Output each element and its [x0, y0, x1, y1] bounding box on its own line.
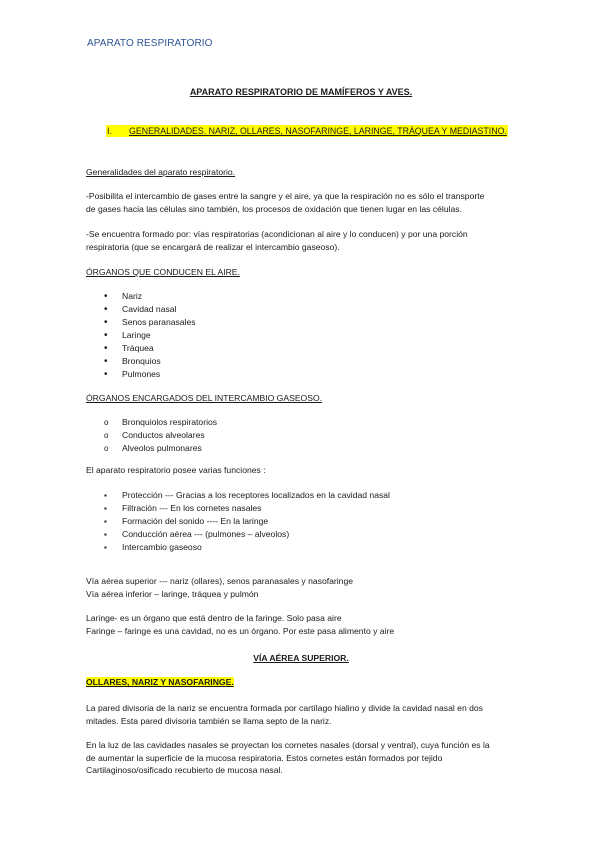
- faringe-line: Faringe – faringe es una cavidad, no es un órgano. Por este pasa alimento y aire: [86, 625, 395, 636]
- list-item: • Laringe: [86, 329, 196, 342]
- list-item: ▪ Filtración --- En los cornetes nasales: [86, 502, 390, 515]
- section-title: GENERALIDADES. NARIZ, OLLARES, NASOFARINGE, LARINGE, TRÁQUEA Y MEDIASTINO.: [129, 126, 507, 136]
- list-item: • Cavidad nasal: [86, 303, 196, 316]
- ollares-heading: OLLARES, NARIZ Y NASOFARINGE.: [86, 677, 234, 687]
- list-item: o Bronquiolos respiratorios: [86, 416, 217, 429]
- organos-conducen-heading: ÓRGANOS QUE CONDUCEN EL AIRE.: [86, 267, 240, 277]
- paragraph-4: En la luz de las cavidades nasales se proyectan los cornetes nasales (dorsal y ventral), cuya función es la de aumentar la superficie de la mucosa respiratoria. Estos cornetes están formados por tejido Cartilaginoso/osificado recubierto de mucosa nasal.: [86, 740, 490, 775]
- list-item: ▪ Formación del sonido ---- En la laringe: [86, 515, 390, 528]
- list-item: • Tráquea: [86, 342, 196, 355]
- organos-conducen-list: [86, 290, 196, 381]
- paragraph-2: -Se encuentra formado por: vías respiratorias (acondicionan al aire y lo conducen) y por una porción respiratoria (que se encargará de realizar el intercambio gaseoso).: [86, 229, 468, 252]
- funciones-list: [86, 489, 390, 554]
- ollares-heading-wrap: [86, 676, 516, 689]
- organos-intercambio-heading: ÓRGANOS ENCARGADOS DEL INTERCAMBIO GASEOSO.: [86, 393, 323, 403]
- organos-intercambio-list: [86, 416, 217, 455]
- list-item: • Senos paranasales: [86, 316, 196, 329]
- list-item: o Conductos alveolares: [86, 429, 217, 442]
- list-item: o Alveolos pulmonares: [86, 442, 217, 455]
- list-item: ▪ Conducción aérea --- (pulmones – alveolos): [86, 528, 390, 541]
- paragraph-1: -Posibilita el intercambio de gases entre la sangre y el aire, ya que la respiración no es sólo el transporte de gases hacia las células sino también, los procesos de oxidación que tienen lugar en las células.: [86, 191, 485, 214]
- laringe-line: Laringe- es un órgano que está dentro de la faringe. Solo pasa aire: [86, 613, 342, 623]
- page-header: APARATO RESPIRATORIO: [87, 38, 213, 49]
- vias-aereas: [86, 575, 516, 600]
- document-title: APARATO RESPIRATORIO DE MAMÍFEROS Y AVES.: [189, 87, 413, 97]
- via-inferior-line: Vía aérea inferior – laringe, tráquea y pulmón: [86, 588, 259, 599]
- section-number: I.: [107, 126, 112, 136]
- via-superior-heading: VÍA AÉREA SUPERIOR.: [253, 653, 349, 663]
- generalidades-heading: Generalidades del aparato respiratorio.: [86, 167, 236, 177]
- via-superior-line: Vía aérea superior --- nariz (ollares), senos paranasales y nasofaringe: [86, 576, 354, 586]
- list-item: • Pulmones: [86, 368, 196, 381]
- section-heading: [106, 125, 508, 138]
- list-item: • Nariz: [86, 290, 196, 303]
- funciones-intro: El aparato respiratorio posee varias funciones :: [86, 465, 266, 475]
- laringe-faringe: [86, 612, 516, 637]
- list-item: ▪ Intercambio gaseoso: [86, 541, 390, 554]
- paragraph-3: La pared divisoria de la nariz se encuentra formada por cartílago hialino y divide la cavidad nasal en dos mitades. Esta pared divisoria también se llama septo de la nariz.: [86, 703, 483, 726]
- list-item: ▪ Protección --- Gracias a los receptores localizados en la cavidad nasal: [86, 489, 390, 502]
- list-item: • Bronquios: [86, 355, 196, 368]
